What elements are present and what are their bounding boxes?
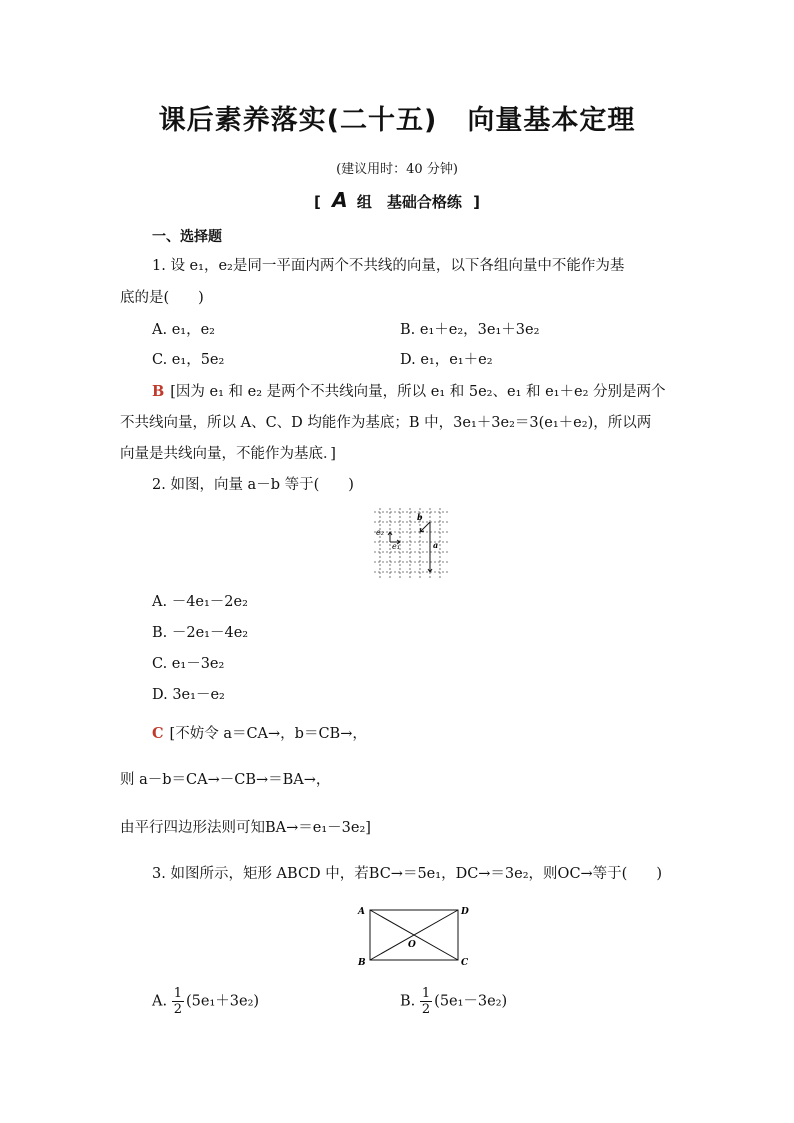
q3-label-c: C <box>461 958 469 968</box>
q2-label-e1: e₁ <box>392 542 400 551</box>
q2-option-a: A. －4e₁－2e₂ <box>152 594 248 610</box>
q3-option-b <box>400 986 507 1017</box>
q3-label-o: O <box>408 940 416 950</box>
page-title <box>0 98 794 137</box>
q2-label-e2: e₂ <box>376 528 384 537</box>
q2-option-c: C. e₁－3e₂ <box>152 656 225 672</box>
q3-stem: 3. 如图所示，矩形 ABCD 中，若BC→＝5e₁，DC→＝3e₂，则OC→等于( ) <box>152 866 662 882</box>
q2-option-b: B. －2e₁－4e₂ <box>152 625 249 641</box>
q3-rectangle-figure <box>354 902 474 968</box>
q3-option-a-fraction <box>172 986 184 1017</box>
title-topic: 向量基本定理 <box>467 105 636 136</box>
q3-option-a-prefix: A. <box>152 993 168 1010</box>
q3-option-b-body: (5e₁－3e₂) <box>434 993 508 1010</box>
q3-option-b-num: 1 <box>421 986 431 1001</box>
q1-answer-line1 <box>152 382 666 402</box>
q2-answer-letter: C <box>152 725 164 742</box>
q3-option-b-fraction <box>420 986 432 1017</box>
q1-stem-line2: 底的是( ) <box>120 290 204 306</box>
q1-option-c: C. e₁，5e₂ <box>152 352 225 368</box>
time-hint: (建议用时：40 分钟) <box>336 162 458 177</box>
q1-answer-text1: [因为 e₁ 和 e₂ 是两个不共线向量，所以 e₁ 和 5e₂、e₁ 和 e₁＋e₂ 分别是两个 <box>170 384 666 400</box>
q2-label-a: a <box>433 540 439 550</box>
q2-option-d: D. 3e₁－e₂ <box>152 687 225 703</box>
q2-stem: 2. 如图，向量 a－b 等于( ) <box>152 477 354 493</box>
group-heading <box>0 188 794 212</box>
q2-grid-figure <box>370 504 452 582</box>
q1-answer-letter: B <box>152 383 165 400</box>
section-label: 一、选择题 <box>152 229 222 245</box>
q1-stem-line1: 1. 设 e₁，e₂是同一平面内两个不共线的向量，以下各组向量中不能作为基 <box>152 258 625 274</box>
q1-answer-line2: 不共线向量，所以 A、C、D 均能作为基底；B 中，3e₁＋3e₂＝3(e₁＋e₂)，所以两 <box>120 415 652 431</box>
group-bracket-open: [ <box>314 193 321 211</box>
q3-option-a-num: 1 <box>173 986 182 1001</box>
q1-option-d: D. e₁，e₁＋e₂ <box>400 352 493 368</box>
group-bracket-close: ] <box>473 193 480 211</box>
q3-option-a <box>152 986 259 1017</box>
group-label: 组 基础合格练 <box>356 193 462 211</box>
q1-option-b: B. e₁＋e₂，3e₁＋3e₂ <box>400 322 540 338</box>
group-badge: A <box>332 188 348 212</box>
q3-option-b-den: 2 <box>421 1002 431 1017</box>
q3-label-d: D <box>461 907 469 917</box>
q2-answer-line1 <box>152 724 367 744</box>
q2-answer-line2: 则 a－b＝CA→－CB→＝BA→， <box>120 772 331 788</box>
q3-label-b: B <box>358 958 366 968</box>
q2-answer-text1: [不妨令 a＝CA→，b＝CB→， <box>169 726 367 742</box>
q2-label-b: b <box>417 512 423 522</box>
q3-option-a-den: 2 <box>173 1002 182 1017</box>
q2-answer-line3: 由平行四边形法则可知BA→＝e₁－3e₂] <box>120 820 371 836</box>
q1-option-a: A. e₁，e₂ <box>152 322 215 338</box>
q3-option-a-body: (5e₁＋3e₂) <box>185 993 260 1010</box>
title-main: 课后素养落实(二十五) <box>158 105 438 136</box>
q3-option-b-prefix: B. <box>400 993 416 1010</box>
q1-answer-line3: 向量是共线向量，不能作为基底．] <box>120 446 336 462</box>
q3-label-a: A <box>358 907 365 917</box>
